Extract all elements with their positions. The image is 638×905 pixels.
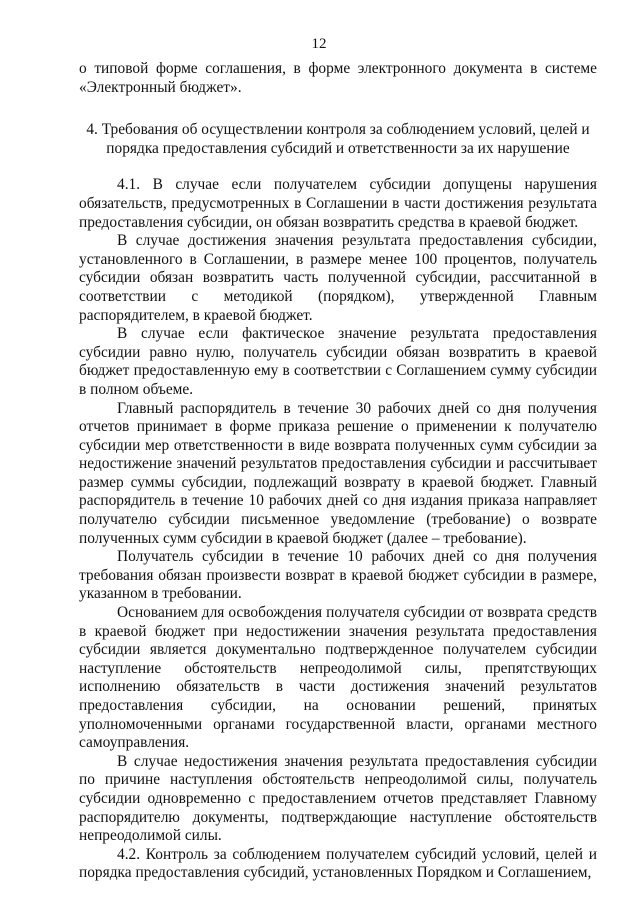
paragraph-refund-deadline: Получатель субсидии в течение 10 рабочих дней со дня получения требования обязан произвести возврат в краевой бюджет субсидии в размере, указанном в требовании.: [79, 548, 597, 603]
paragraph-force-majeure-documents: В случае недостижения значения результата предоставления субсидии по причине наступления обстоятельств непреодолимой силы, получатель субсидии одновременно с предоставлением отчетов представляет Главному распорядителю документы, подтверждающие наступление обстоятельств непреодолимой силы.: [79, 752, 597, 845]
page-number: 12: [311, 36, 327, 52]
document-body: [79, 60, 597, 883]
paragraph-force-majeure-exemption: Основанием для освобождения получателя субсидии от возврата средств в краевой бюджет при недостижении значения результата предоставления субсидии является документально подтвержденное получателем субсидии наступление обстоятельств непреодолимой силы, препятствующих исполнению обязательств в части достижения значений результатов предоставления субсидии, на основании решений, принятых уполномоченными органами государственной власти, органами местного самоуправления.: [79, 604, 597, 752]
paragraph-partial-achievement: В случае достижения значения результата предоставления субсидии, установленного в Соглашении, в размере менее 100 процентов, получатель субсидии обязан возвратить часть полученной субсидии, рассчитанной в соответствии с методикой (порядком), утвержденной Главным распорядителем, в краевой бюджет.: [79, 232, 597, 324]
paragraph-zero-result: В случае если фактическое значение результата предоставления субсидии равно нулю, получатель субсидии обязан возвратить в краевой бюджет предоставленную ему в соответствии с Соглашением сумму субсидии в полном объеме.: [79, 325, 597, 398]
paragraph-4-1: 4.1. В случае если получателем субсидии допущены нарушения обязательств, предусмотренных в Соглашении в части достижения результата предоставления субсидии, он обязан возвратить средства в краевой бюджет.: [79, 176, 597, 231]
paragraph-continuation: о типовой форме соглашения, в форме электронного документа в системе «Электронный бюджет».: [79, 60, 597, 96]
paragraph-main-administrator: Главный распорядитель в течение 30 рабочих дней со дня получения отчетов принимает в форме приказа решение о применении к получателю субсидии мер ответственности в виде возврата полученных сумм субсидии за недостижение значений результатов предоставления субсидии и рассчитывает размер суммы субсидии, подлежащий возврату в краевой бюджет. Главный распорядитель в течение 10 рабочих дней со дня издания приказа направляет получателю субсидии письменное уведомление (требование) о возврате полученных сумм субсидии в краевой бюджет (далее – требование).: [79, 399, 597, 547]
paragraph-4-2: 4.2. Контроль за соблюдением получателем субсидий условий, целей и порядка предоставления субсидий, установленных Порядком и Соглашением,: [79, 845, 597, 882]
section-heading: 4. Требования об осуществлении контроля за соблюдением условий, целей и порядка предоставления субсидий и ответственности за их нарушение: [86, 121, 590, 157]
